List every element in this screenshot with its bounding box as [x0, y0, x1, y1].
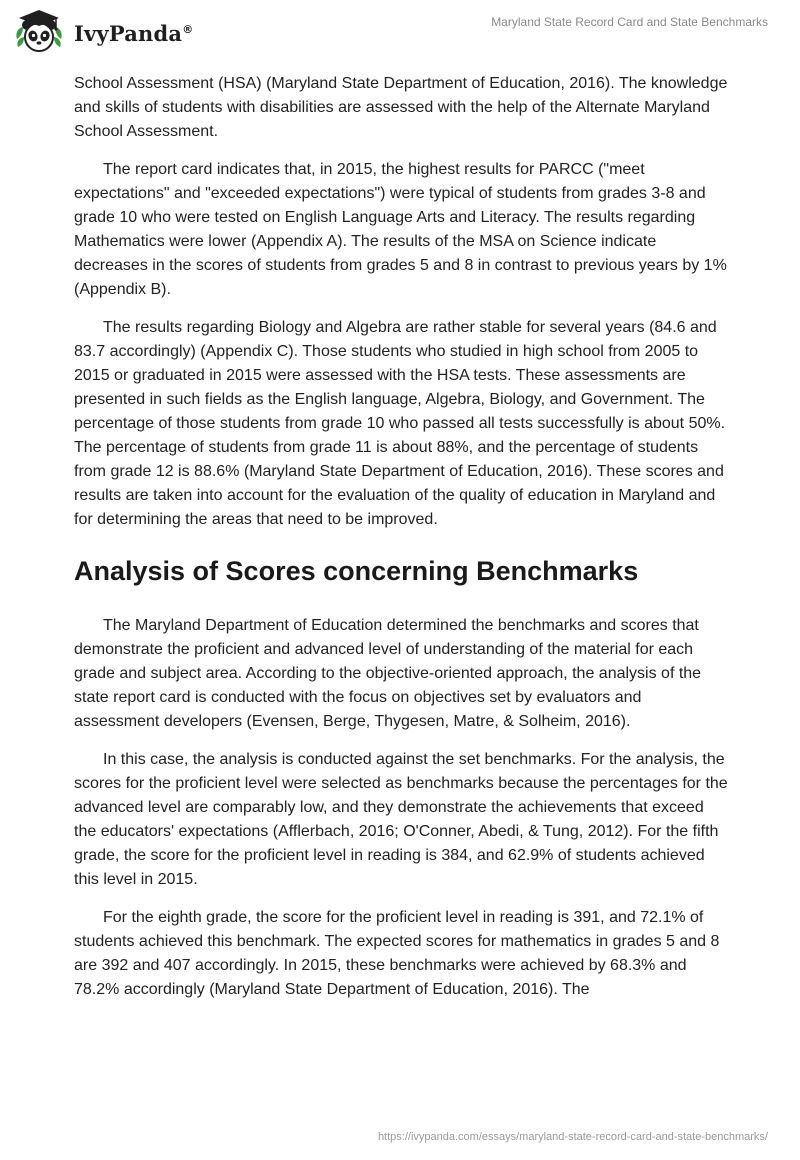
paragraph: School Assessment (HSA) (Maryland State Department of Education, 2016). The knowledge and skills of students with disabilities are assessed with the help of the Alternate Maryland School Assessment.: [74, 75, 728, 140]
paragraph: The report card indicates that, in 2015, the highest results for PARCC ("meet expectations" and "exceeded expectations") were typical of students from grades 3-8 and grade 10 who were tested on English Language Arts and Literacy. The results regarding Mathematics were lower (Appendix A). The results of the MSA on Science indicate decreases in the scores of students from grades 5 and 8 in contrast to previous years by 1% (Appendix B).: [74, 161, 727, 298]
source-url-link[interactable]: https://ivypanda.com/essays/maryland-state-record-card-and-state-benchmarks/: [377, 1131, 768, 1143]
essay-body: [74, 72, 728, 1002]
registered-mark: ®: [182, 22, 194, 36]
document-title: Maryland State Record Card and State Benchmarks: [491, 15, 768, 29]
paragraph: The Maryland Department of Education determined the benchmarks and scores that demonstrate the proficient and advanced level of understanding of the material for each grade and subject area. According to the objective-oriented approach, the analysis of the state report card is conducted with the focus on objectives set by evaluators and assessment developers (Evensen, Berge, Thygesen, Matre, & Solheim, 2016).: [74, 617, 702, 730]
logo-wordmark: [74, 21, 193, 46]
page-header: [0, 0, 800, 70]
section-heading: Analysis of Scores concerning Benchmarks: [74, 556, 639, 586]
ivypanda-logo[interactable]: [14, 8, 193, 58]
logo-text: IvyPanda: [74, 20, 183, 46]
paragraph: In this case, the analysis is conducted against the set benchmarks. For the analysis, the scores for the proficient level were selected as benchmarks because the percentages for the advanced level are comparably low, and they demonstrate the achievements that exceed the educators' expectations (Afflerbach, 2016; O'Conner, Abedi, & Tung, 2012). For the fifth grade, the score for the proficient level in reading is 384, and 62.9% of students achieved this level in 2015.: [74, 751, 728, 888]
panda-graduation-cap-icon: [14, 8, 64, 58]
paragraph: For the eighth grade, the score for the proficient level in reading is 391, and 72.1% of students achieved this benchmark. The expected scores for mathematics in grades 5 and 8 are 392 and 407 accordingly. In 2015, these benchmarks were achieved by 68.3% and 78.2% accordingly (Maryland State Department of Education, 2016). The: [74, 909, 720, 998]
paragraph: The results regarding Biology and Algebra are rather stable for several years (84.6 and 83.7 accordingly) (Appendix C). Those students who studied in high school from 2005 to 2015 or graduated in 2015 were assessed with the HSA tests. These assessments are presented in such fields as the English language, Algebra, Biology, and Government. The percentage of those students from grade 10 who passed all tests successfully is about 50%. The percentage of students from grade 11 is about 88%, and the percentage of students from grade 12 is 88.6% (Maryland State Department of Education, 2016). These scores and results are taken into account for the evaluation of the quality of education in Maryland and for determining the areas that need to be improved.: [74, 319, 726, 528]
